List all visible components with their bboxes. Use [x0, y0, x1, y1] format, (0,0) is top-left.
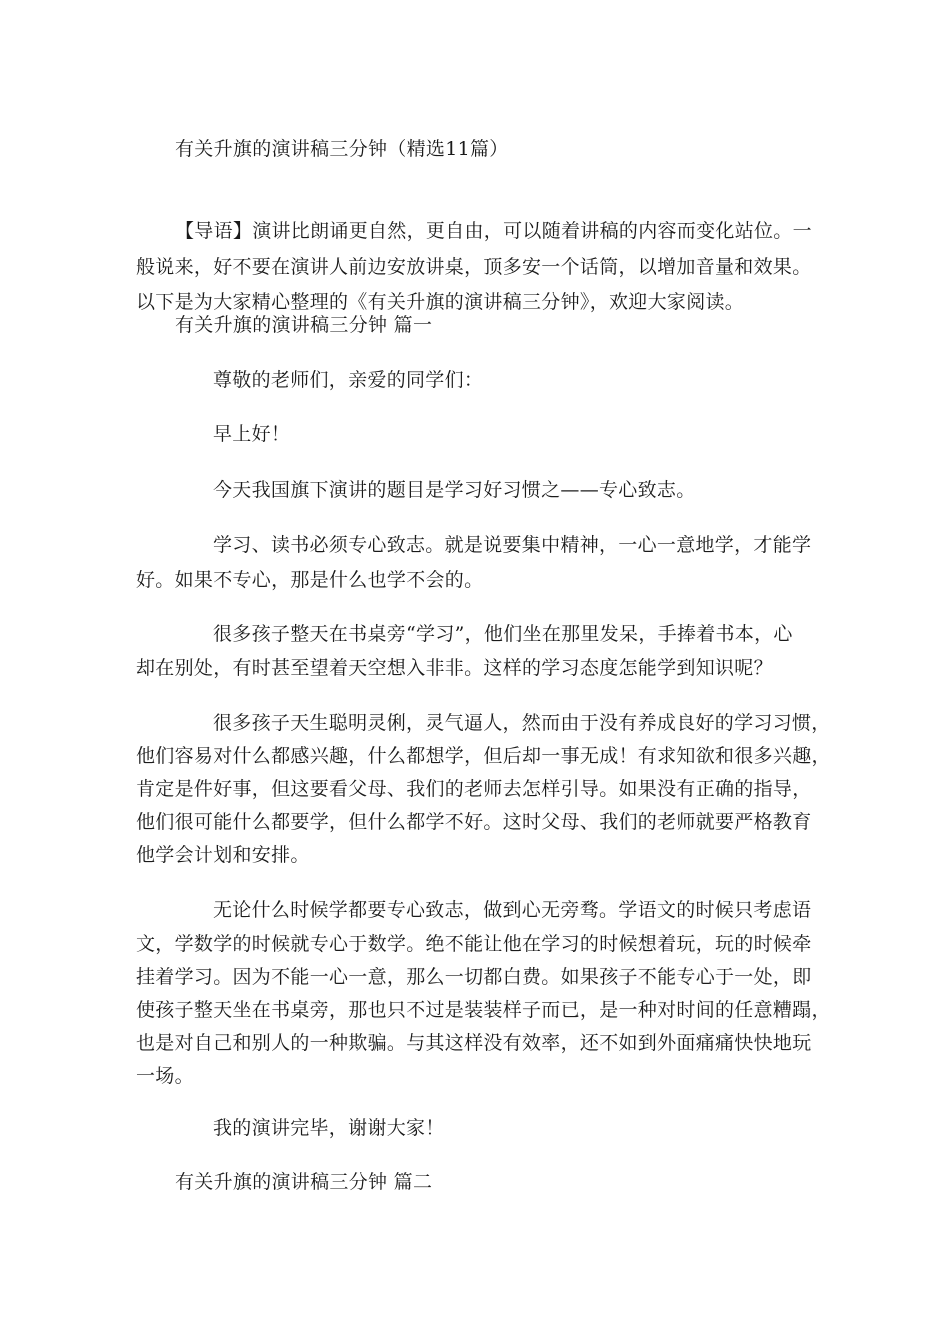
intro-line: 【导语】演讲比朗诵更自然，更自由，可以随着讲稿的内容而变化站位。一 — [175, 220, 812, 242]
paragraph-line: 无论什么时候学都要专心致志，做到心无旁骛。学语文的时候只考虑语 — [213, 899, 812, 921]
section-heading: 有关升旗的演讲稿三分钟 篇一 — [175, 314, 433, 336]
paragraph-line: 文，学数学的时候就专心于数学。绝不能让他在学习的时候想着玩，玩的时候牵 — [136, 933, 812, 955]
salutation: 尊敬的老师们，亲爱的同学们： — [213, 369, 484, 391]
section-heading: 有关升旗的演讲稿三分钟 篇二 — [175, 1171, 433, 1193]
document-title: 有关升旗的演讲稿三分钟（精选11篇） — [175, 138, 509, 160]
body-paragraph: 今天我国旗下演讲的题目是学习好习惯之——专心致志。 — [213, 479, 696, 501]
paragraph-line: 肯定是件好事，但这要看父母、我们的老师去怎样引导。如果没有正确的指导， — [136, 778, 812, 800]
paragraph-line: 很多孩子整天在书桌旁“学习”，他们坐在那里发呆，手捧着书本，心 — [213, 623, 793, 645]
paragraph-line: 很多孩子天生聪明灵俐，灵气逼人，然而由于没有养成良好的学习习惯， — [213, 712, 831, 734]
paragraph-line: 挂着学习。因为不能一心一意，那么一切都白费。如果孩子不能专心于一处，即 — [136, 966, 812, 988]
paragraph-line: 他们很可能什么都要学，但什么都学不好。这时父母、我们的老师就要严格教育 — [136, 811, 812, 833]
paragraph-line: 他们容易对什么都感兴趣，什么都想学，但后却一事无成！有求知欲和很多兴趣， — [136, 745, 831, 767]
paragraph-line: 也是对自己和别人的一种欺骗。与其这样没有效率，还不如到外面痛痛快快地玩 — [136, 1032, 812, 1054]
paragraph-line: 一场。 — [136, 1065, 194, 1087]
paragraph-line: 好。如果不专心，那是什么也学不会的。 — [136, 569, 484, 591]
paragraph-line: 他学会计划和安排。 — [136, 844, 310, 866]
greeting: 早上好！ — [213, 423, 291, 445]
intro-line: 以下是为大家精心整理的《有关升旗的演讲稿三分钟》，欢迎大家阅读。 — [136, 291, 745, 313]
closing-line: 我的演讲完毕，谢谢大家！ — [213, 1117, 445, 1139]
paragraph-line: 学习、读书必须专心致志。就是说要集中精神，一心一意地学，才能学 — [213, 534, 812, 556]
paragraph-line: 却在别处，有时甚至望着天空想入非非。这样的学习态度怎能学到知识呢？ — [136, 657, 773, 679]
paragraph-line: 使孩子整天坐在书桌旁，那也只不过是装装样子而已，是一种对时间的任意糟蹋， — [136, 999, 831, 1021]
intro-line: 般说来，好不要在演讲人前边安放讲桌，顶多安一个话筒，以增加音量和效果。 — [136, 256, 812, 278]
